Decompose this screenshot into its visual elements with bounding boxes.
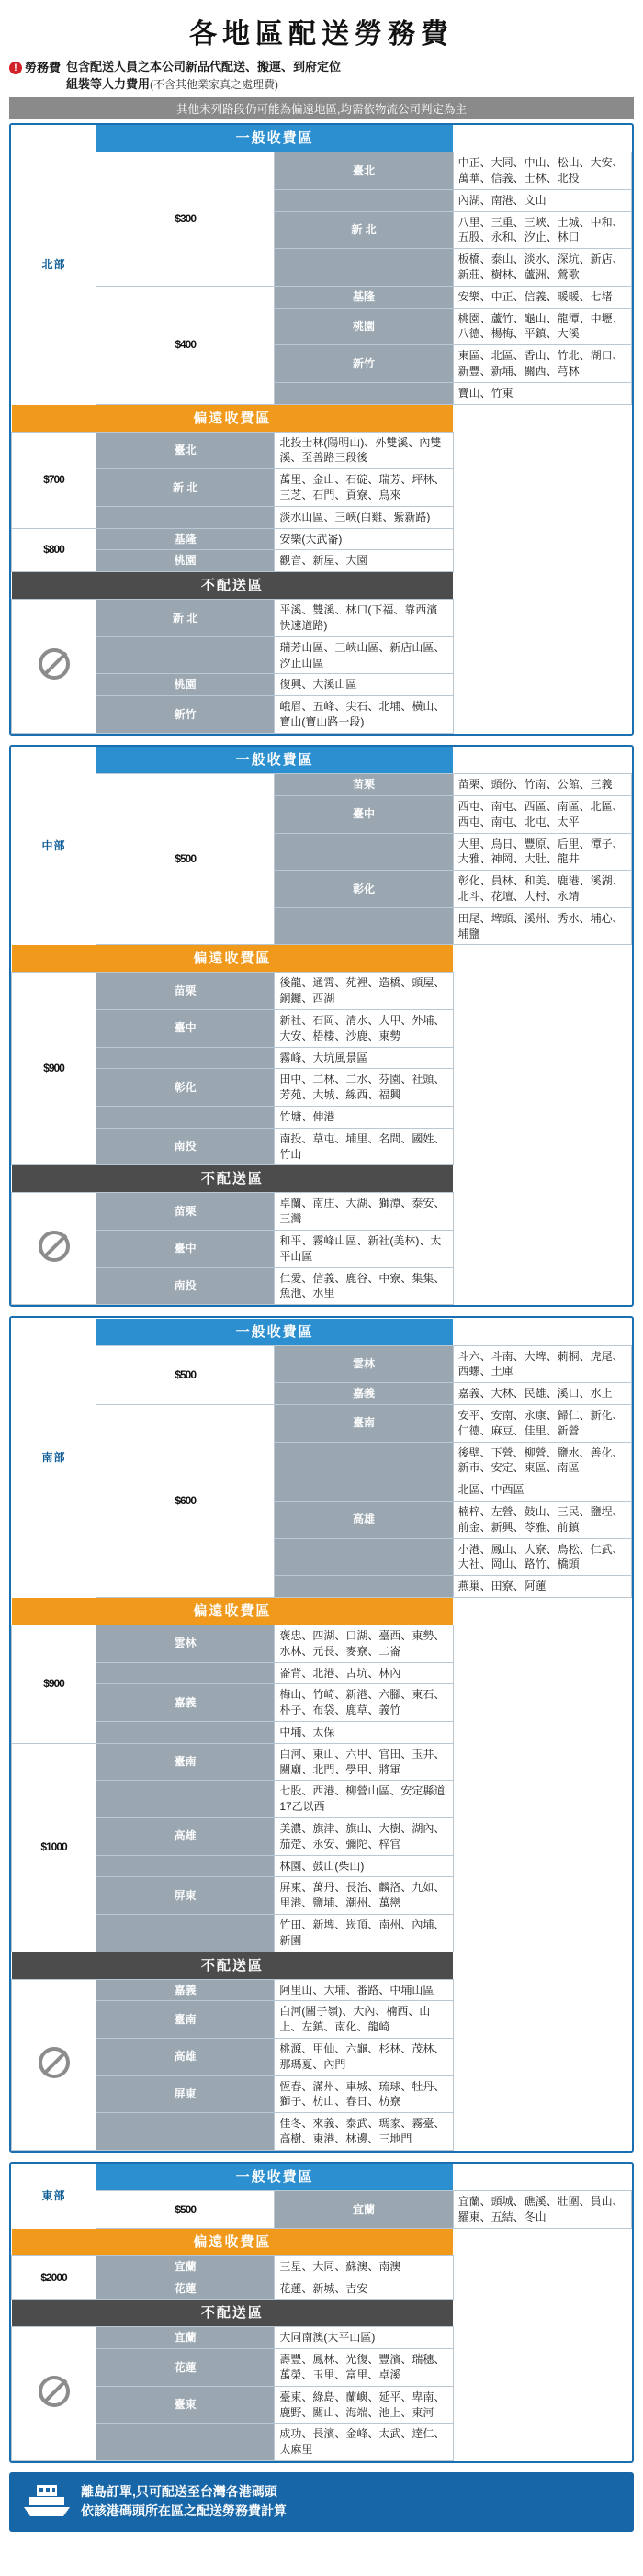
region-name: 南部 — [12, 1319, 96, 1598]
city-label — [275, 249, 453, 287]
city-label: 桃園 — [96, 674, 275, 696]
city-label: 臺中 — [96, 1009, 275, 1047]
city-label — [96, 1781, 275, 1818]
city-label — [275, 1442, 453, 1479]
area-list: 後壁、下營、柳營、鹽水、善化、新市、安定、東區、南區 — [453, 1442, 631, 1479]
region-header-row — [12, 2164, 632, 2191]
fee-badge — [9, 59, 61, 77]
city-label — [96, 1721, 275, 1743]
area-list: 霧峰、大坑風景區 — [275, 1047, 453, 1069]
city-label — [275, 1479, 453, 1502]
section-title-noship: 不配送區 — [12, 572, 454, 599]
region-block — [9, 2162, 634, 2463]
area-list: 梅山、竹崎、新港、六腳、東石、朴子、布袋、鹿草、義竹 — [275, 1684, 453, 1722]
area-list: 卓蘭、南庄、大湖、獅潭、泰安、三灣 — [275, 1193, 453, 1231]
city-label: 臺中 — [275, 796, 453, 834]
table-row — [12, 152, 632, 190]
city-label: 新竹 — [96, 696, 275, 734]
table-row — [12, 469, 632, 507]
price-label: $2000 — [12, 2255, 96, 2300]
area-list: 觀音、新屋、大園 — [275, 550, 453, 572]
table-row — [12, 636, 632, 674]
table-row — [12, 2327, 632, 2349]
area-list: 花蓮、新城、吉安 — [275, 2278, 453, 2300]
city-label — [96, 2424, 275, 2461]
region-table — [11, 1318, 632, 2151]
city-label — [96, 506, 275, 528]
table-row — [12, 2424, 632, 2461]
area-list: 新社、石岡、清水、大甲、外埔、大安、梧棲、沙鹿、東勢 — [275, 1009, 453, 1047]
area-list: 成功、長濱、金峰、太武、達仁、太麻里 — [275, 2424, 453, 2461]
section-row-remote — [12, 945, 632, 973]
section-row-remote — [12, 2228, 632, 2255]
table-row — [12, 1721, 632, 1743]
section-title-normal: 一般收費區 — [96, 125, 453, 152]
city-label: 基隆 — [96, 528, 275, 550]
region-header-row — [12, 1319, 632, 1346]
city-label: 臺南 — [96, 1743, 275, 1781]
city-label: 南投 — [96, 1128, 275, 1165]
area-list: 和平、霧峰山區、新社(美林)、太平山區 — [275, 1230, 453, 1267]
area-list: 瑞芳山區、三峽山區、新店山區、汐止山區 — [275, 636, 453, 674]
area-list: 田中、二林、二水、芬園、社頭、芳苑、大城、線西、福興 — [275, 1069, 453, 1107]
ship-icon — [22, 2481, 72, 2523]
table-row — [12, 528, 632, 550]
price-label: $1000 — [12, 1743, 96, 1952]
region-table — [11, 2164, 632, 2461]
city-label — [96, 1047, 275, 1069]
city-label: 彰化 — [275, 871, 453, 908]
table-row — [12, 1781, 632, 1818]
no-ship-icon — [12, 2327, 96, 2461]
city-label: 屏東 — [96, 1877, 275, 1915]
section-row-noship — [12, 2300, 632, 2327]
price-label: $400 — [96, 286, 275, 404]
city-label — [96, 1662, 275, 1684]
table-row — [12, 550, 632, 572]
table-row — [12, 1877, 632, 1915]
area-list: 彰化、員林、和美、鹿港、溪湖、北斗、花壇、大村、永靖 — [453, 871, 631, 908]
section-title-noship: 不配送區 — [12, 1952, 454, 1979]
city-label: 宜蘭 — [96, 2327, 275, 2349]
area-list: 壽豐、鳳林、光復、豐濱、瑞穗、萬榮、玉里、富里、卓溪 — [275, 2349, 453, 2387]
area-list: 褒忠、四湖、口湖、臺西、東勢、水林、元長、麥寮、二崙 — [275, 1625, 453, 1662]
area-list: 恆春、滿州、車城、琉球、牡丹、獅子、枋山、春日、枋寮 — [275, 2075, 453, 2113]
fee-desc-line2: 組裝等人力費用 — [66, 76, 151, 91]
city-label: 臺北 — [96, 432, 275, 469]
section-row-noship — [12, 572, 632, 600]
city-label: 臺南 — [96, 2001, 275, 2039]
region-name: 東部 — [12, 2164, 96, 2228]
table-row — [12, 1405, 632, 1443]
city-label: 高雄 — [96, 1817, 275, 1855]
city-label: 桃園 — [96, 550, 275, 572]
area-list: 寶山、竹東 — [453, 382, 631, 404]
city-label: 屏東 — [96, 2075, 275, 2113]
area-list: 平溪、雙溪、林口(下福、靠西濱快速道路) — [275, 600, 453, 637]
fee-description — [66, 59, 341, 94]
table-row — [12, 1069, 632, 1107]
table-row — [12, 1230, 632, 1267]
area-list: 復興、大溪山區 — [275, 674, 453, 696]
table-row — [12, 506, 632, 528]
section-title-remote: 偏遠收費區 — [12, 405, 454, 432]
table-row — [12, 2113, 632, 2151]
table-row — [12, 2278, 632, 2300]
area-list: 萬里、金山、石碇、瑞芳、坪林、三芝、石門、貢寮、烏來 — [275, 469, 453, 507]
area-list: 美濃、旗津、旗山、大樹、湖內、茄萣、永安、彌陀、梓官 — [275, 1817, 453, 1855]
table-row — [12, 696, 632, 734]
table-row — [12, 2191, 632, 2229]
city-label: 嘉義 — [275, 1383, 453, 1405]
area-list: 阿里山、大埔、番路、中埔山區 — [275, 1979, 453, 2001]
city-label — [275, 907, 453, 945]
area-list: 仁愛、信義、鹿谷、中寮、集集、魚池、水里 — [275, 1267, 453, 1305]
region-name: 北部 — [12, 125, 96, 404]
section-row-remote — [12, 404, 632, 432]
region-block — [9, 745, 634, 1307]
table-row — [12, 1817, 632, 1855]
table-row — [12, 2038, 632, 2075]
area-list: 七股、西港、柳營山區、安定縣道17乙以西 — [275, 1781, 453, 1818]
area-list: 桃源、甲仙、六龜、杉林、茂林、那瑪夏、內門 — [275, 2038, 453, 2075]
city-label: 彰化 — [96, 1069, 275, 1107]
city-label — [275, 1538, 453, 1576]
section-title-noship: 不配送區 — [12, 1165, 454, 1192]
section-row-noship — [12, 1952, 632, 1979]
city-label: 苗栗 — [96, 1193, 275, 1231]
footer-line1: 離島訂單,只可配送至台灣各港碼頭 — [81, 2483, 277, 2499]
city-label: 高雄 — [275, 1502, 453, 1539]
city-label: 新 北 — [96, 600, 275, 637]
area-list: 林園、鼓山(柴山) — [275, 1855, 453, 1877]
footer-note — [9, 2472, 634, 2532]
area-list: 嘉義、大林、民雄、溪口、水上 — [453, 1383, 631, 1405]
city-label — [96, 1106, 275, 1128]
city-label — [275, 833, 453, 871]
area-list: 西屯、南屯、西區、南區、北區、西屯、南屯、北屯、太平 — [453, 796, 631, 834]
city-label: 高雄 — [96, 2038, 275, 2075]
table-row — [12, 1267, 632, 1305]
region-table — [11, 747, 632, 1305]
area-list: 安平、安南、永康、歸仁、新化、仁德、麻豆、佳里、新營 — [453, 1405, 631, 1443]
table-row — [12, 1979, 632, 2001]
table-row — [12, 1047, 632, 1069]
section-title-remote: 偏遠收費區 — [12, 945, 454, 972]
price-label: $600 — [96, 1405, 275, 1598]
area-list: 淡水山區、三峽(白雞、紫新路) — [275, 506, 453, 528]
city-label — [96, 636, 275, 674]
table-row — [12, 2255, 632, 2278]
price-label: $900 — [12, 1625, 96, 1743]
city-label: 苗栗 — [96, 973, 275, 1010]
section-title-noship: 不配送區 — [12, 2300, 454, 2326]
table-row — [12, 973, 632, 1010]
city-label: 嘉義 — [96, 1684, 275, 1722]
area-list: 中正、大同、中山、松山、大安、萬華、信義、士林、北投 — [453, 152, 631, 190]
table-row — [12, 2001, 632, 2039]
region-header-row — [12, 747, 632, 774]
area-list: 臺東、綠島、蘭嶼、延平、卑南、鹿野、關山、海端、池上、東河 — [275, 2386, 453, 2424]
city-label: 嘉義 — [96, 1979, 275, 2001]
city-label: 桃園 — [275, 308, 453, 345]
city-label: 宜蘭 — [96, 2255, 275, 2278]
area-list: 大里、烏日、豐原、后里、潭子、大雅、神岡、大肚、龍井 — [453, 833, 631, 871]
area-list: 竹田、新埤、崁頂、南州、內埔、新園 — [275, 1914, 453, 1952]
table-row — [12, 1625, 632, 1662]
area-list: 內湖、南港、文山 — [453, 189, 631, 211]
city-label: 苗栗 — [275, 774, 453, 796]
price-label: $900 — [12, 973, 96, 1165]
table-row — [12, 1009, 632, 1047]
fee-note — [9, 59, 634, 94]
area-list: 後龍、通霄、苑裡、造橋、頭屋、銅鑼、西湖 — [275, 973, 453, 1010]
city-label — [96, 1914, 275, 1952]
city-label — [275, 1576, 453, 1598]
exclamation-icon: ! — [9, 62, 22, 74]
area-list: 白河、東山、六甲、官田、玉井、關廟、北門、學甲、將軍 — [275, 1743, 453, 1781]
area-list: 北區、中西區 — [453, 1479, 631, 1502]
section-row-remote — [12, 1597, 632, 1625]
city-label — [96, 2113, 275, 2151]
regions-container — [9, 123, 634, 2463]
table-row — [12, 1128, 632, 1165]
area-list: 小港、鳳山、大寮、鳥松、仁武、大社、岡山、路竹、橋頭 — [453, 1538, 631, 1576]
area-list: 白河(關子嶺)、大內、楠西、山上、左鎮、南化、龍崎 — [275, 2001, 453, 2039]
fee-desc-line2-sub: (不含其他業家真之處理費) — [150, 77, 279, 91]
area-list: 南投、草屯、埔里、名間、國姓、竹山 — [275, 1128, 453, 1165]
section-title-normal: 一般收費區 — [96, 747, 453, 773]
table-row — [12, 1743, 632, 1781]
area-list: 板橋、泰山、淡水、深坑、新店、新莊、樹林、蘆洲、鶯歌 — [453, 249, 631, 287]
section-title-remote: 偏遠收費區 — [12, 2229, 454, 2255]
city-label — [275, 382, 453, 404]
price-label: $800 — [12, 528, 96, 572]
grey-notice-bar: 其他未列路段仍可能為偏遠地區,均需依物流公司判定為主 — [9, 97, 634, 119]
city-label: 花蓮 — [96, 2278, 275, 2300]
city-label: 雲林 — [275, 1345, 453, 1383]
area-list: 佳冬、來義、泰武、瑪家、霧臺、高樹、東港、林邊、三地門 — [275, 2113, 453, 2151]
city-label: 雲林 — [96, 1625, 275, 1662]
area-list: 崙背、北港、古坑、林內 — [275, 1662, 453, 1684]
area-list: 中埔、太保 — [275, 1721, 453, 1743]
price-label: $700 — [12, 432, 96, 528]
table-row — [12, 600, 632, 637]
city-label: 基隆 — [275, 286, 453, 308]
city-label: 花蓮 — [96, 2349, 275, 2387]
city-label: 新 北 — [96, 469, 275, 507]
area-list: 桃園、蘆竹、龜山、龍潭、中壢、八德、楊梅、平鎮、大溪 — [453, 308, 631, 345]
area-list: 楠梓、左營、鼓山、三民、鹽埕、前金、新興、苓雅、前鎮 — [453, 1502, 631, 1539]
table-row — [12, 2386, 632, 2424]
area-list: 八里、三重、三峽、土城、中和、五股、永和、汐止、林口 — [453, 211, 631, 249]
table-row — [12, 1345, 632, 1383]
table-row — [12, 2349, 632, 2387]
region-header-row — [12, 125, 632, 152]
footer-line2: 依該港碼頭所在區之配送勞務費計算 — [81, 2503, 287, 2519]
city-label: 臺北 — [275, 152, 453, 190]
city-label: 臺中 — [96, 1230, 275, 1267]
price-label: $500 — [96, 1345, 275, 1404]
region-name: 中部 — [12, 747, 96, 945]
city-label: 新竹 — [275, 345, 453, 383]
price-label: $500 — [96, 774, 275, 945]
table-row — [12, 1193, 632, 1231]
area-list: 安樂(大武崙) — [275, 528, 453, 550]
region-table — [11, 125, 632, 734]
page-title: 各地區配送勞務費 — [189, 19, 454, 50]
area-list: 竹塘、伸港 — [275, 1106, 453, 1128]
region-block — [9, 123, 634, 736]
table-row — [12, 674, 632, 696]
city-label: 新 北 — [275, 211, 453, 249]
area-list: 峨眉、五峰、尖石、北埔、橫山、寶山(寶山路一段) — [275, 696, 453, 734]
section-title-normal: 一般收費區 — [96, 1319, 453, 1345]
table-row — [12, 286, 632, 308]
city-label: 臺南 — [275, 1405, 453, 1443]
area-list: 東區、北區、香山、竹北、湖口、新豐、新埔、關西、芎林 — [453, 345, 631, 383]
fee-badge-label: 勞務費 — [25, 61, 62, 74]
table-row — [12, 1106, 632, 1128]
area-list: 宜蘭、頭城、礁溪、壯圍、員山、羅東、五結、冬山 — [453, 2191, 631, 2229]
no-ship-icon — [12, 600, 96, 734]
table-row — [12, 2075, 632, 2113]
table-row — [12, 1662, 632, 1684]
area-list: 大同南澳(太平山區) — [275, 2327, 453, 2349]
table-row — [12, 432, 632, 469]
section-row-noship — [12, 1165, 632, 1193]
city-label — [275, 189, 453, 211]
area-list: 斗六、斗南、大埤、莿桐、虎尾、西螺、土庫 — [453, 1345, 631, 1383]
area-list: 三星、大同、蘇澳、南澳 — [275, 2255, 453, 2278]
area-list: 田尾、埤頭、溪州、秀水、埔心、埔鹽 — [453, 907, 631, 945]
city-label: 南投 — [96, 1267, 275, 1305]
table-row — [12, 1855, 632, 1877]
section-title-remote: 偏遠收費區 — [12, 1598, 454, 1625]
fee-desc-line1: 包含配送人員之本公司新品代配送、搬運、到府定位 — [66, 60, 342, 73]
area-list: 北投士林(陽明山)、外雙溪、內雙溪、至善路三段後 — [275, 432, 453, 469]
city-label: 臺東 — [96, 2386, 275, 2424]
section-title-normal: 一般收費區 — [96, 2164, 453, 2190]
table-row — [12, 1684, 632, 1722]
city-label: 宜蘭 — [275, 2191, 453, 2229]
area-list: 燕巢、田寮、阿蓮 — [453, 1576, 631, 1598]
area-list: 安樂、中正、信義、暖暖、七堵 — [453, 286, 631, 308]
price-label: $300 — [96, 152, 275, 287]
no-ship-icon — [12, 1979, 96, 2150]
area-list: 苗栗、頭份、竹南、公館、三義 — [453, 774, 631, 796]
table-row — [12, 774, 632, 796]
region-block — [9, 1316, 634, 2153]
city-label — [96, 1855, 275, 1877]
area-list: 屏東、萬丹、長治、麟洛、九如、里港、鹽埔、潮州、萬巒 — [275, 1877, 453, 1915]
price-label: $500 — [96, 2191, 275, 2229]
table-row — [12, 1914, 632, 1952]
no-ship-icon — [12, 1193, 96, 1305]
footer-text — [81, 2482, 287, 2522]
